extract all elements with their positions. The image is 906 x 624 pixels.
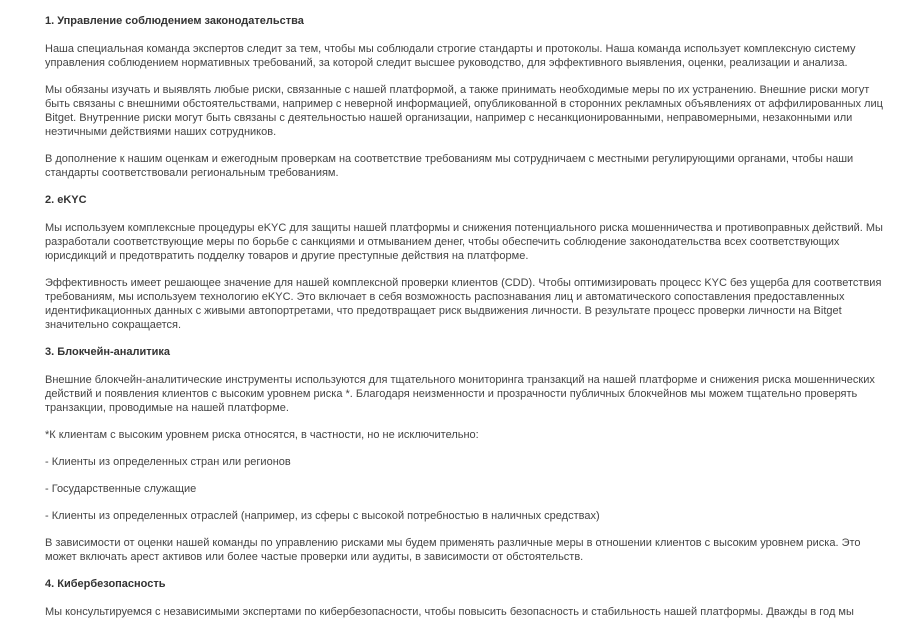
section-heading-ekyc: 2. eKYC xyxy=(45,194,87,206)
section-heading-compliance: 1. Управление соблюдением законодательства xyxy=(45,15,304,27)
compliance-paragraph-3: В дополнение к нашим оценкам и ежегодным проверкам на соответствие требованиям мы сотрудничаем с местными регулирующими органами, чтобы наши стандарты соответствовали региональным требованиям. xyxy=(45,153,854,179)
high-risk-item-officials: - Государственные служащие xyxy=(45,483,197,495)
clipped-previous-line xyxy=(260,0,660,3)
blockchain-paragraph-1: Внешние блокчейн-аналитические инструменты используются для тщательного мониторинга транзакций на нашей платформе и снижения риска мошеннических действий и появления клиентов с высоким уровнем риска *. Благодаря неизменности и прозрачности публичных блокчейнов мы можем тщательно проверять транзакции, проводимые на нашей платформе. xyxy=(45,374,875,414)
article-content xyxy=(45,14,893,619)
section-heading-blockchain-analytics: 3. Блокчейн-аналитика xyxy=(45,346,171,358)
ekyc-paragraph-2: Эффективность имеет решающее значение для нашей комплексной проверки клиентов (CDD). Чтобы оптимизировать процесс KYC без ущерба для соответствия требованиям, мы используем технологию eKYC. Это включает в себя возможность распознавания лиц и автоматического сопоставления предоставленных идентификационных данных с живыми автопортретами, что предотвращает риск выдвижения личности. В результате процесс проверки личности на Bitget значительно сокращается. xyxy=(45,277,882,331)
section-heading-cybersecurity: 4. Кибербезопасность xyxy=(45,578,166,590)
ekyc-paragraph-1: Мы используем комплексные процедуры eKYC для защиты нашей платформы и снижения потенциального риска мошенничества и противоправных действий. Мы разработали соответствующие меры по борьбе с санкциями и отмыванием денег, чтобы обеспечить соблюдение законодательства всех соответствующих юрисдикций и предотвратить подделку товаров и другие преступные действия на платформе. xyxy=(45,222,883,262)
compliance-paragraph-2: Мы обязаны изучать и выявлять любые риски, связанные с нашей платформой, а также принимать необходимые меры по их устранению. Внешние риски могут быть связаны с внешними обстоятельствами, например с неверной информацией, опубликованной в сторонних рекламных объявлениях от аффилированных лиц Bitget. Внутренние риски могут быть связаны с деятельностью нашей организации, например с несанкционированными, неправомерными, незаконными или неэтичными действиями наших сотрудников. xyxy=(45,84,883,138)
cybersecurity-paragraph-1: Мы консультируемся с независимыми экспертами по кибербезопасности, чтобы повысить безопасность и стабильность нашей платформы. Дважды в год мы xyxy=(45,606,854,618)
compliance-paragraph-1: Наша специальная команда экспертов следит за тем, чтобы мы соблюдали строгие стандарты и протоколы. Наша команда использует комплексную систему управления соблюдением нормативных требований, за которой следит высшее руководство, для эффективного выявления, оценки, реализации и анализа. xyxy=(45,43,856,69)
high-risk-item-industries: - Клиенты из определенных отраслей (например, из сферы с высокой потребностью в наличных средствах) xyxy=(45,510,600,522)
high-risk-item-regions: - Клиенты из определенных стран или регионов xyxy=(45,456,291,468)
high-risk-note: *К клиентам с высоким уровнем риска относятся, в частности, но не исключительно: xyxy=(45,429,479,441)
blockchain-paragraph-measures: В зависимости от оценки нашей команды по управлению рисками мы будем применять различные меры в отношении клиентов с высоким уровнем риска. Это может включать арест активов или более частые проверки или аудиты, в зависимости от обстоятельств. xyxy=(45,537,861,563)
